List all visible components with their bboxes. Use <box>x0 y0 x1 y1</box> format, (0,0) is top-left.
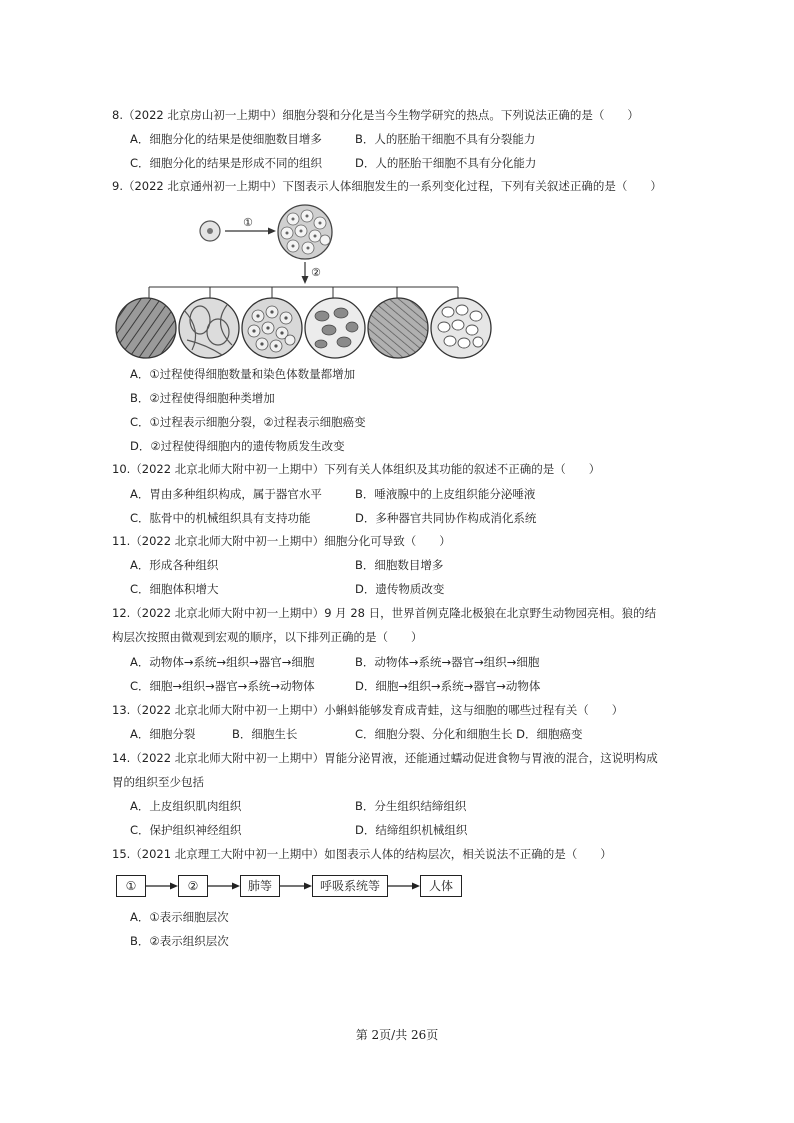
q15-stem: 15.（2021 北京理工大附中初一上期中）如图表示人体的结构层次，相关说法不正确的是（ ） <box>112 847 612 861</box>
cell-cluster-icon <box>278 205 332 259</box>
nerve-tissue-icon <box>179 298 239 358</box>
q11-option-d: D．遗传物质改变 <box>355 582 445 596</box>
q15-option-b: B．②表示组织层次 <box>130 934 229 948</box>
flow-arrow-icon <box>280 881 312 891</box>
epithelial-tissue-icon <box>242 298 302 358</box>
flow-box-3: 肺等 <box>240 875 280 897</box>
q14-option-d: D．结缔组织机械组织 <box>355 823 468 837</box>
flow-box-1: ① <box>116 875 146 897</box>
q9-option-b: B．②过程使得细胞种类增加 <box>130 391 275 405</box>
q8-option-c: C．细胞分化的结果是形成不同的组织 <box>130 156 323 170</box>
single-cell-icon <box>200 221 220 241</box>
q13-option-a: A．细胞分裂 <box>130 727 196 741</box>
flow-box-2: ② <box>178 875 208 897</box>
flow-arrow-icon <box>146 881 178 891</box>
q14-stem-line2: 胃的组织至少包括 <box>112 775 204 789</box>
q14-option-b: B．分生组织结缔组织 <box>355 799 467 813</box>
q12-stem-line1: 12.（2022 北京北师大附中初一上期中）9 月 28 日，世界首例克隆北极狼在北京野生动物园亮相。狼的结 <box>112 606 657 620</box>
flow-box-5: 人体 <box>420 875 462 897</box>
q13-option-b: B．细胞生长 <box>232 727 298 741</box>
q11-option-a: A．形成各种组织 <box>130 558 219 572</box>
q15-option-a: A．①表示细胞层次 <box>130 910 229 924</box>
process-2-label: ② <box>311 266 321 279</box>
cell-differentiation-figure <box>112 200 497 360</box>
q10-option-c: C．肱骨中的机械组织具有支持功能 <box>130 511 311 525</box>
q14-option-a: A．上皮组织肌肉组织 <box>130 799 242 813</box>
q12-option-c: C．细胞→组织→器官→系统→动物体 <box>130 679 315 693</box>
q8-stem: 8.（2022 北京房山初一上期中）细胞分裂和分化是当今生物学研究的热点。下列说法正确的是（ ） <box>112 108 639 122</box>
q14-option-c: C．保护组织神经组织 <box>130 823 242 837</box>
q10-stem: 10.（2022 北京北师大附中初一上期中）下列有关人体组织及其功能的叙述不正确的是（ ） <box>112 462 601 476</box>
q14-stem-line1: 14.（2022 北京北师大附中初一上期中）胃能分泌胃液，还能通过蠕动促进食物与胃液的混合，这说明构成 <box>112 751 658 765</box>
flow-arrow-icon <box>388 881 420 891</box>
q12-stem-line2: 构层次按照由微观到宏观的顺序，以下排列正确的是（ ） <box>112 630 423 644</box>
q11-option-b: B．细胞数目增多 <box>355 558 444 572</box>
q9-option-a: A．①过程使得细胞数量和染色体数量都增加 <box>130 367 356 381</box>
q12-option-b: B．动物体→系统→器官→组织→细胞 <box>355 655 540 669</box>
q11-stem: 11.（2022 北京北师大附中初一上期中）细胞分化可导致（ ） <box>112 534 451 548</box>
q9-stem: 9.（2022 北京通州初一上期中）下图表示人体细胞发生的一系列变化过程，下列有关叙述正确的是（ ） <box>112 179 662 193</box>
plant-like-cells-icon <box>431 298 491 358</box>
q10-option-a: A．胃由多种组织构成，属于器官水平 <box>130 487 322 501</box>
q9-option-c: C．①过程表示细胞分裂，②过程表示细胞癌变 <box>130 415 366 429</box>
flow-box-4: 呼吸系统等 <box>312 875 388 897</box>
smooth-muscle-icon <box>368 298 428 358</box>
q8-option-a: A．细胞分化的结果是使细胞数目增多 <box>130 132 322 146</box>
q12-option-a: A．动物体→系统→组织→器官→细胞 <box>130 655 315 669</box>
page-number: 第 2页/共 26页 <box>355 1028 439 1042</box>
q13-option-cd: C．细胞分裂、分化和细胞生长 D．细胞癌变 <box>355 727 583 741</box>
process-1-label: ① <box>243 216 253 229</box>
muscle-tissue-icon <box>116 298 176 358</box>
q8-option-b: B．人的胚胎干细胞不具有分裂能力 <box>355 132 536 146</box>
q13-stem: 13.（2022 北京北师大附中初一上期中）小蝌蚪能够发育成青蛙，这与细胞的哪些过程有关（ ） <box>112 703 624 717</box>
q8-option-d: D．人的胚胎干细胞不具有分化能力 <box>355 156 537 170</box>
q9-option-d: D．②过程使得细胞内的遗传物质发生改变 <box>130 439 345 453</box>
q10-option-d: D．多种器官共同协作构成消化系统 <box>355 511 537 525</box>
flow-arrow-icon <box>208 881 240 891</box>
q11-option-c: C．细胞体积增大 <box>130 582 219 596</box>
q10-option-b: B．唾液腺中的上皮组织能分泌唾液 <box>355 487 536 501</box>
q12-option-d: D．细胞→组织→系统→器官→动物体 <box>355 679 541 693</box>
blood-cells-icon <box>305 298 365 358</box>
